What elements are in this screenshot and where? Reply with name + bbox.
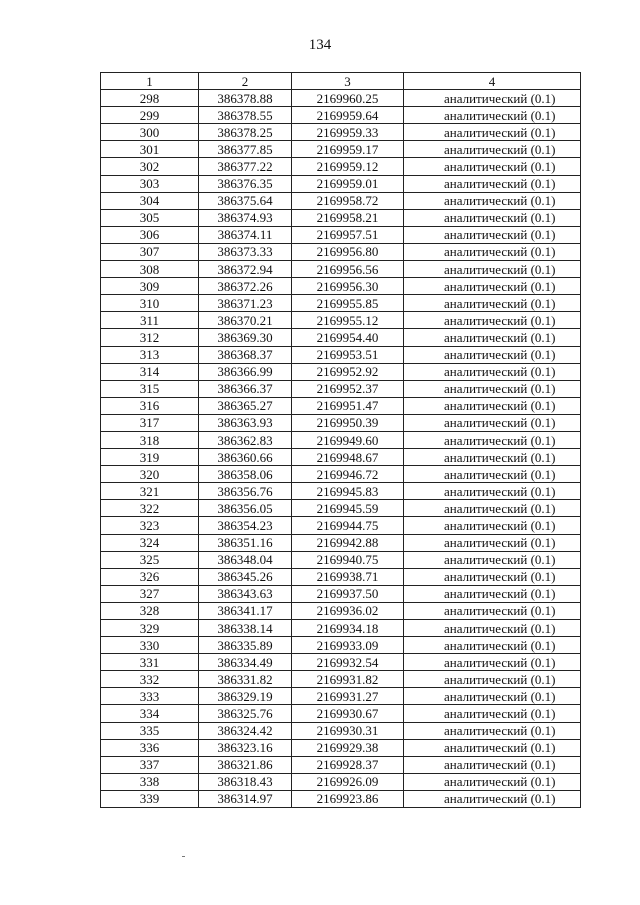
y-coordinate-cell: 2169952.37 (292, 380, 404, 397)
point-number-cell: 302 (101, 158, 199, 175)
point-number-cell: 335 (101, 722, 199, 739)
method-cell: аналитический (0.1) (404, 209, 581, 226)
table-row (101, 466, 581, 483)
x-coordinate-cell: 386341.17 (199, 602, 292, 619)
method-cell: аналитический (0.1) (404, 688, 581, 705)
method-cell: аналитический (0.1) (404, 363, 581, 380)
y-coordinate-cell: 2169938.71 (292, 568, 404, 585)
y-coordinate-cell: 2169937.50 (292, 585, 404, 602)
point-number-cell: 314 (101, 363, 199, 380)
point-number-cell: 301 (101, 141, 199, 158)
point-number-cell: 299 (101, 107, 199, 124)
y-coordinate-cell: 2169958.72 (292, 192, 404, 209)
x-coordinate-cell: 386362.83 (199, 431, 292, 448)
y-coordinate-cell: 2169945.83 (292, 483, 404, 500)
table-row (101, 790, 581, 807)
header-row (101, 73, 581, 90)
y-coordinate-cell: 2169932.54 (292, 654, 404, 671)
y-coordinate-cell: 2169946.72 (292, 466, 404, 483)
x-coordinate-cell: 386318.43 (199, 773, 292, 790)
y-coordinate-cell: 2169936.02 (292, 602, 404, 619)
x-coordinate-cell: 386374.93 (199, 209, 292, 226)
method-cell: аналитический (0.1) (404, 158, 581, 175)
point-number-cell: 317 (101, 414, 199, 431)
point-number-cell: 323 (101, 517, 199, 534)
table-row (101, 261, 581, 278)
table-row (101, 739, 581, 756)
table-row (101, 620, 581, 637)
y-coordinate-cell: 2169955.85 (292, 295, 404, 312)
table-row (101, 483, 581, 500)
x-coordinate-cell: 386370.21 (199, 312, 292, 329)
point-number-cell: 308 (101, 261, 199, 278)
point-number-cell: 333 (101, 688, 199, 705)
y-coordinate-cell: 2169929.38 (292, 739, 404, 756)
x-coordinate-cell: 386348.04 (199, 551, 292, 568)
scan-artifact (182, 856, 185, 857)
point-number-cell: 309 (101, 278, 199, 295)
point-number-cell: 305 (101, 209, 199, 226)
x-coordinate-cell: 386356.76 (199, 483, 292, 500)
point-number-cell: 337 (101, 756, 199, 773)
x-coordinate-cell: 386323.16 (199, 739, 292, 756)
table-row (101, 637, 581, 654)
table-row (101, 534, 581, 551)
method-cell: аналитический (0.1) (404, 722, 581, 739)
header-col-3: 3 (292, 73, 404, 90)
point-number-cell: 306 (101, 226, 199, 243)
point-number-cell: 321 (101, 483, 199, 500)
x-coordinate-cell: 386375.64 (199, 192, 292, 209)
point-number-cell: 338 (101, 773, 199, 790)
method-cell: аналитический (0.1) (404, 602, 581, 619)
y-coordinate-cell: 2169944.75 (292, 517, 404, 534)
point-number-cell: 318 (101, 431, 199, 448)
point-number-cell: 320 (101, 466, 199, 483)
point-number-cell: 329 (101, 620, 199, 637)
method-cell: аналитический (0.1) (404, 483, 581, 500)
y-coordinate-cell: 2169958.21 (292, 209, 404, 226)
x-coordinate-cell: 386331.82 (199, 671, 292, 688)
y-coordinate-cell: 2169959.33 (292, 124, 404, 141)
point-number-cell: 326 (101, 568, 199, 585)
y-coordinate-cell: 2169952.92 (292, 363, 404, 380)
x-coordinate-cell: 386360.66 (199, 449, 292, 466)
table-row (101, 158, 581, 175)
x-coordinate-cell: 386371.23 (199, 295, 292, 312)
point-number-cell: 336 (101, 739, 199, 756)
table-row (101, 124, 581, 141)
point-number-cell: 312 (101, 329, 199, 346)
point-number-cell: 324 (101, 534, 199, 551)
page-number: 134 (308, 37, 332, 53)
x-coordinate-cell: 386378.88 (199, 90, 292, 107)
y-coordinate-cell: 2169933.09 (292, 637, 404, 654)
table-row (101, 602, 581, 619)
x-coordinate-cell: 386356.05 (199, 500, 292, 517)
table-row (101, 431, 581, 448)
method-cell: аналитический (0.1) (404, 500, 581, 517)
point-number-cell: 319 (101, 449, 199, 466)
y-coordinate-cell: 2169930.67 (292, 705, 404, 722)
table-row (101, 243, 581, 260)
y-coordinate-cell: 2169942.88 (292, 534, 404, 551)
x-coordinate-cell: 386338.14 (199, 620, 292, 637)
table-row (101, 329, 581, 346)
x-coordinate-cell: 386329.19 (199, 688, 292, 705)
method-cell: аналитический (0.1) (404, 705, 581, 722)
table-body (101, 90, 581, 808)
table-row (101, 346, 581, 363)
table-header (101, 73, 581, 90)
table-row (101, 192, 581, 209)
header-col-1: 1 (101, 73, 199, 90)
table-row (101, 90, 581, 107)
table-row (101, 585, 581, 602)
y-coordinate-cell: 2169930.31 (292, 722, 404, 739)
method-cell: аналитический (0.1) (404, 654, 581, 671)
y-coordinate-cell: 2169959.17 (292, 141, 404, 158)
table-row (101, 209, 581, 226)
method-cell: аналитический (0.1) (404, 534, 581, 551)
method-cell: аналитический (0.1) (404, 243, 581, 260)
x-coordinate-cell: 386366.37 (199, 380, 292, 397)
x-coordinate-cell: 386378.25 (199, 124, 292, 141)
y-coordinate-cell: 2169954.40 (292, 329, 404, 346)
x-coordinate-cell: 386345.26 (199, 568, 292, 585)
method-cell: аналитический (0.1) (404, 671, 581, 688)
method-cell: аналитический (0.1) (404, 226, 581, 243)
point-number-cell: 315 (101, 380, 199, 397)
table-row (101, 107, 581, 124)
point-number-cell: 332 (101, 671, 199, 688)
y-coordinate-cell: 2169928.37 (292, 756, 404, 773)
point-number-cell: 300 (101, 124, 199, 141)
method-cell: аналитический (0.1) (404, 431, 581, 448)
table-row (101, 551, 581, 568)
x-coordinate-cell: 386373.33 (199, 243, 292, 260)
x-coordinate-cell: 386363.93 (199, 414, 292, 431)
table-row (101, 517, 581, 534)
x-coordinate-cell: 386377.22 (199, 158, 292, 175)
x-coordinate-cell: 386335.89 (199, 637, 292, 654)
x-coordinate-cell: 386358.06 (199, 466, 292, 483)
table-row (101, 688, 581, 705)
x-coordinate-cell: 386374.11 (199, 226, 292, 243)
y-coordinate-cell: 2169923.86 (292, 790, 404, 807)
method-cell: аналитический (0.1) (404, 397, 581, 414)
method-cell: аналитический (0.1) (404, 192, 581, 209)
method-cell: аналитический (0.1) (404, 756, 581, 773)
table-row (101, 141, 581, 158)
point-number-cell: 327 (101, 585, 199, 602)
method-cell: аналитический (0.1) (404, 329, 581, 346)
y-coordinate-cell: 2169959.12 (292, 158, 404, 175)
y-coordinate-cell: 2169959.64 (292, 107, 404, 124)
y-coordinate-cell: 2169934.18 (292, 620, 404, 637)
table-row (101, 175, 581, 192)
table-row (101, 278, 581, 295)
x-coordinate-cell: 386378.55 (199, 107, 292, 124)
point-number-cell: 322 (101, 500, 199, 517)
x-coordinate-cell: 386321.86 (199, 756, 292, 773)
method-cell: аналитический (0.1) (404, 585, 581, 602)
x-coordinate-cell: 386314.97 (199, 790, 292, 807)
x-coordinate-cell: 386366.99 (199, 363, 292, 380)
coordinates-table (100, 72, 581, 808)
point-number-cell: 307 (101, 243, 199, 260)
table-row (101, 654, 581, 671)
x-coordinate-cell: 386324.42 (199, 722, 292, 739)
method-cell: аналитический (0.1) (404, 380, 581, 397)
y-coordinate-cell: 2169959.01 (292, 175, 404, 192)
table-row (101, 449, 581, 466)
x-coordinate-cell: 386369.30 (199, 329, 292, 346)
y-coordinate-cell: 2169948.67 (292, 449, 404, 466)
y-coordinate-cell: 2169950.39 (292, 414, 404, 431)
point-number-cell: 331 (101, 654, 199, 671)
table-row (101, 414, 581, 431)
table-row (101, 773, 581, 790)
y-coordinate-cell: 2169956.30 (292, 278, 404, 295)
method-cell: аналитический (0.1) (404, 466, 581, 483)
method-cell: аналитический (0.1) (404, 414, 581, 431)
point-number-cell: 310 (101, 295, 199, 312)
method-cell: аналитический (0.1) (404, 295, 581, 312)
x-coordinate-cell: 386376.35 (199, 175, 292, 192)
y-coordinate-cell: 2169957.51 (292, 226, 404, 243)
table-row (101, 363, 581, 380)
method-cell: аналитический (0.1) (404, 90, 581, 107)
method-cell: аналитический (0.1) (404, 449, 581, 466)
y-coordinate-cell: 2169951.47 (292, 397, 404, 414)
method-cell: аналитический (0.1) (404, 517, 581, 534)
table-row (101, 568, 581, 585)
table-row (101, 312, 581, 329)
x-coordinate-cell: 386354.23 (199, 517, 292, 534)
method-cell: аналитический (0.1) (404, 107, 581, 124)
method-cell: аналитический (0.1) (404, 141, 581, 158)
header-col-2: 2 (199, 73, 292, 90)
point-number-cell: 303 (101, 175, 199, 192)
y-coordinate-cell: 2169956.56 (292, 261, 404, 278)
table-row (101, 397, 581, 414)
y-coordinate-cell: 2169931.27 (292, 688, 404, 705)
table-row (101, 500, 581, 517)
method-cell: аналитический (0.1) (404, 637, 581, 654)
x-coordinate-cell: 386334.49 (199, 654, 292, 671)
y-coordinate-cell: 2169960.25 (292, 90, 404, 107)
method-cell: аналитический (0.1) (404, 261, 581, 278)
point-number-cell: 339 (101, 790, 199, 807)
method-cell: аналитический (0.1) (404, 551, 581, 568)
y-coordinate-cell: 2169931.82 (292, 671, 404, 688)
point-number-cell: 313 (101, 346, 199, 363)
point-number-cell: 311 (101, 312, 199, 329)
table-row (101, 295, 581, 312)
x-coordinate-cell: 386351.16 (199, 534, 292, 551)
header-col-4: 4 (404, 73, 581, 90)
y-coordinate-cell: 2169949.60 (292, 431, 404, 448)
method-cell: аналитический (0.1) (404, 346, 581, 363)
point-number-cell: 316 (101, 397, 199, 414)
table-row (101, 756, 581, 773)
method-cell: аналитический (0.1) (404, 620, 581, 637)
x-coordinate-cell: 386365.27 (199, 397, 292, 414)
method-cell: аналитический (0.1) (404, 175, 581, 192)
table-row (101, 671, 581, 688)
point-number-cell: 298 (101, 90, 199, 107)
y-coordinate-cell: 2169956.80 (292, 243, 404, 260)
point-number-cell: 328 (101, 602, 199, 619)
table-row (101, 722, 581, 739)
point-number-cell: 330 (101, 637, 199, 654)
method-cell: аналитический (0.1) (404, 124, 581, 141)
y-coordinate-cell: 2169953.51 (292, 346, 404, 363)
method-cell: аналитический (0.1) (404, 312, 581, 329)
x-coordinate-cell: 386372.26 (199, 278, 292, 295)
x-coordinate-cell: 386372.94 (199, 261, 292, 278)
method-cell: аналитический (0.1) (404, 739, 581, 756)
table-row (101, 226, 581, 243)
y-coordinate-cell: 2169955.12 (292, 312, 404, 329)
table-row (101, 705, 581, 722)
point-number-cell: 325 (101, 551, 199, 568)
x-coordinate-cell: 386343.63 (199, 585, 292, 602)
x-coordinate-cell: 386377.85 (199, 141, 292, 158)
y-coordinate-cell: 2169926.09 (292, 773, 404, 790)
method-cell: аналитический (0.1) (404, 278, 581, 295)
x-coordinate-cell: 386325.76 (199, 705, 292, 722)
method-cell: аналитический (0.1) (404, 568, 581, 585)
point-number-cell: 334 (101, 705, 199, 722)
y-coordinate-cell: 2169945.59 (292, 500, 404, 517)
point-number-cell: 304 (101, 192, 199, 209)
method-cell: аналитический (0.1) (404, 790, 581, 807)
table-row (101, 380, 581, 397)
x-coordinate-cell: 386368.37 (199, 346, 292, 363)
method-cell: аналитический (0.1) (404, 773, 581, 790)
y-coordinate-cell: 2169940.75 (292, 551, 404, 568)
